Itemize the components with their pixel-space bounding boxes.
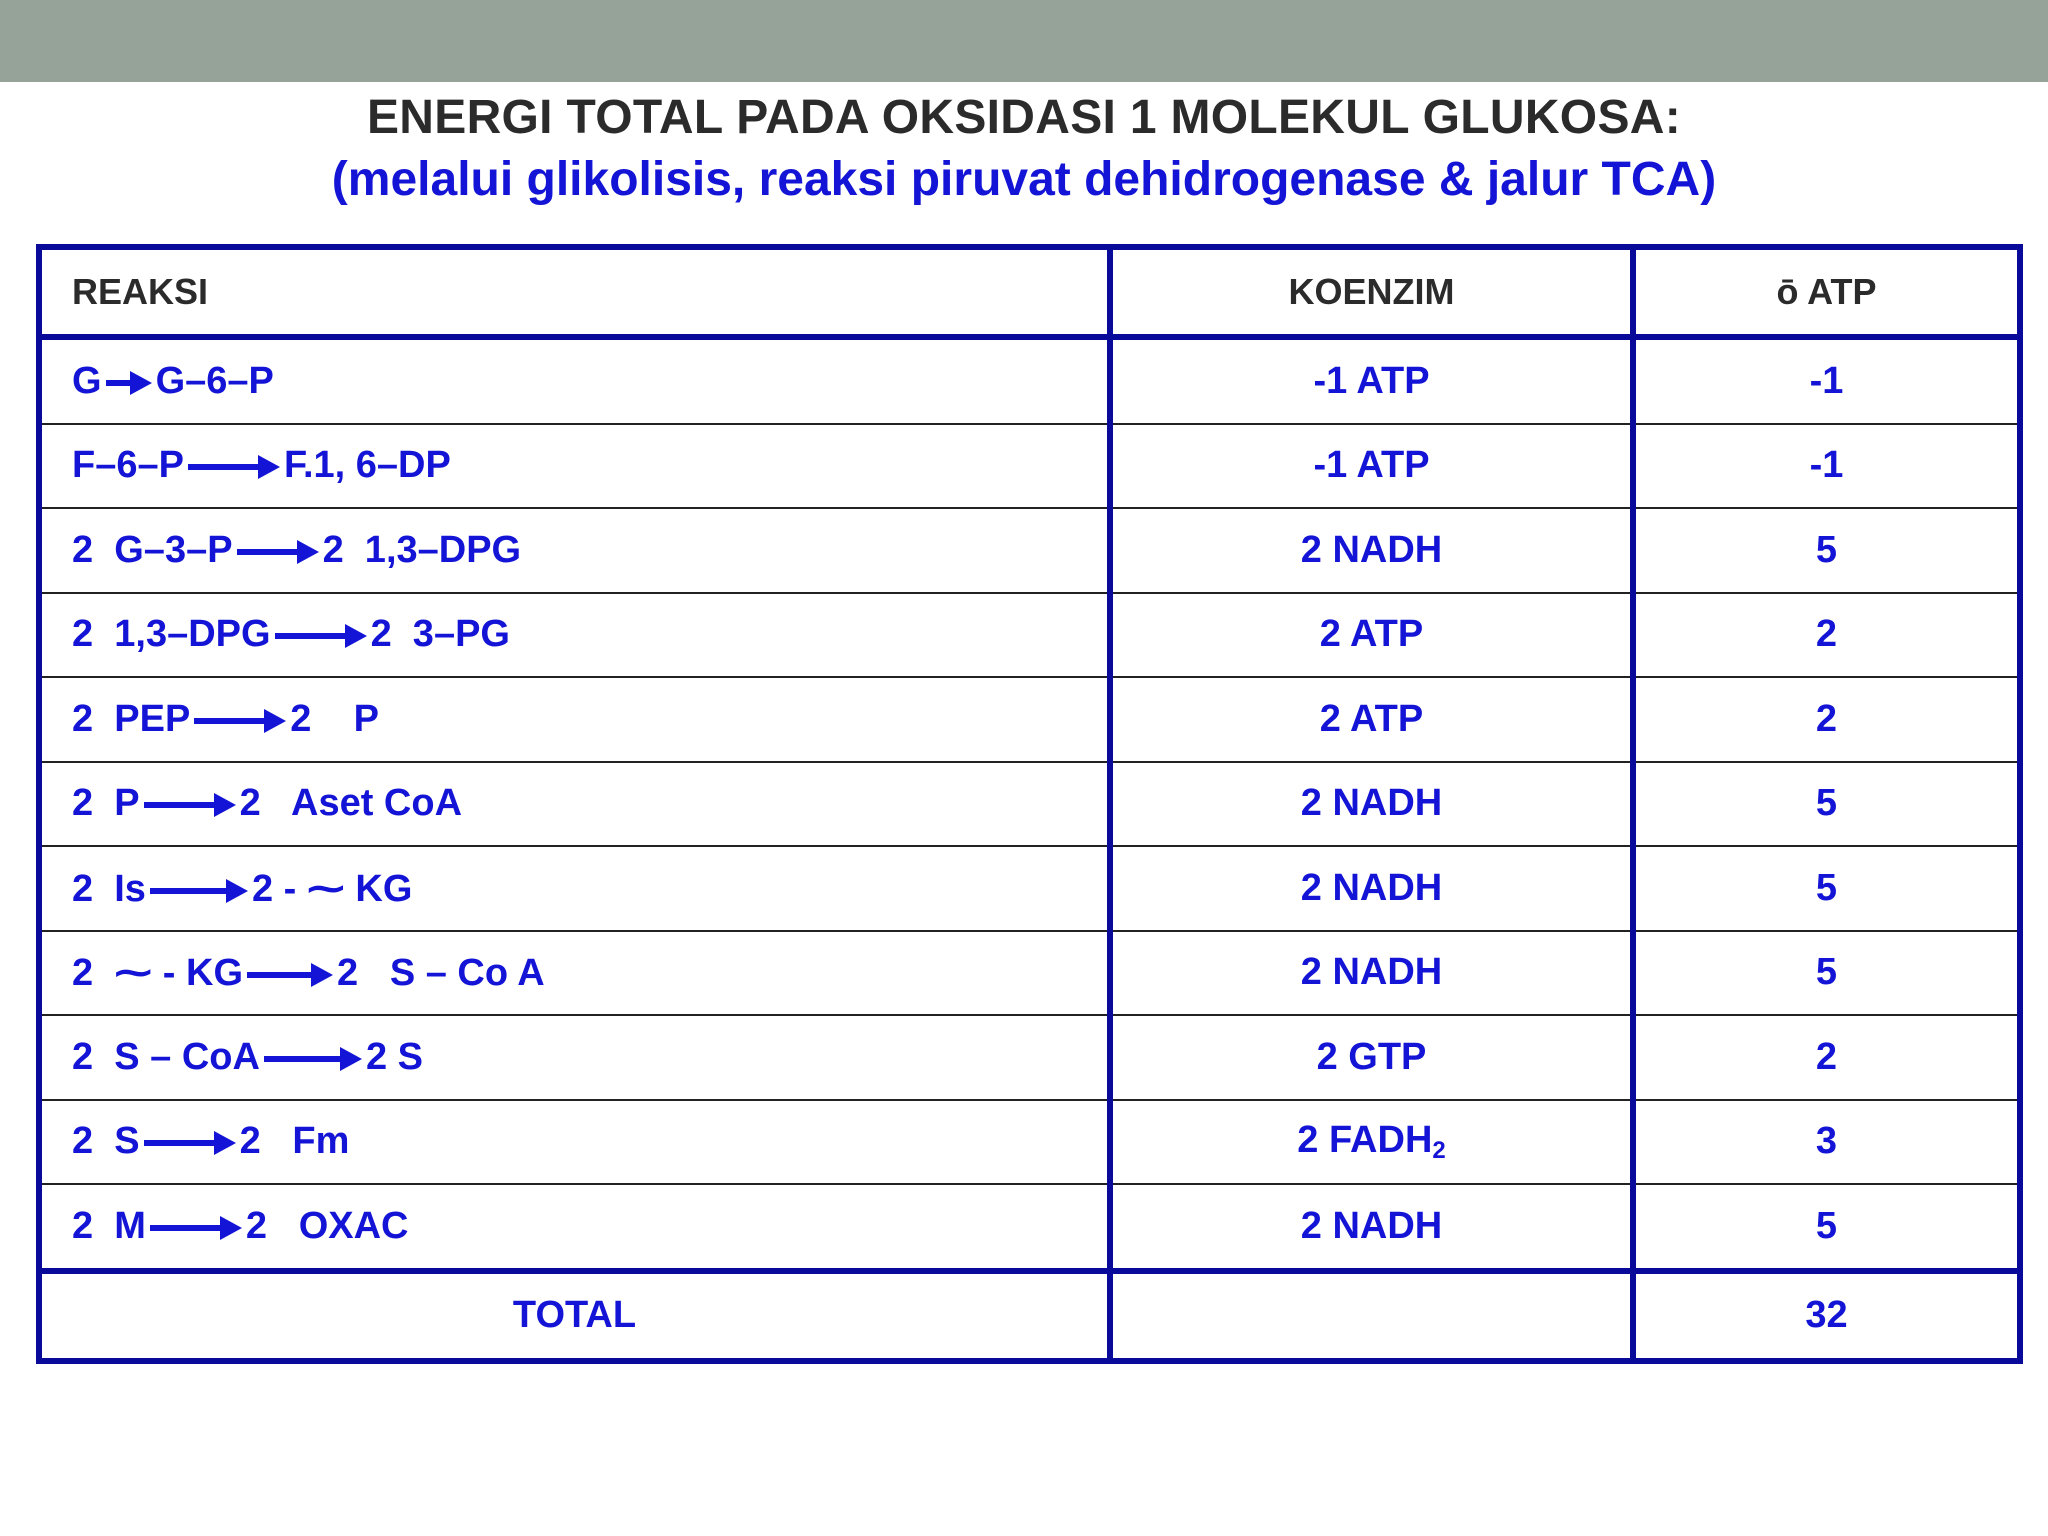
table-row bbox=[39, 1184, 2020, 1271]
koenzim-cell bbox=[1110, 931, 1633, 1016]
table-row bbox=[39, 931, 2020, 1016]
koenzim-value: 2 NADH bbox=[1300, 528, 1443, 571]
header-reaksi: REAKSI bbox=[39, 247, 1110, 337]
reaction-arrow-icon bbox=[247, 963, 333, 987]
table-row bbox=[39, 762, 2020, 847]
reaction-arrow-icon bbox=[150, 879, 248, 903]
reaction-substrate: 2 PEP bbox=[72, 697, 191, 740]
reaction-arrow-icon bbox=[264, 1047, 362, 1071]
reaction-cell bbox=[39, 762, 1110, 847]
table-row bbox=[39, 593, 2020, 678]
table-body bbox=[39, 337, 2020, 1271]
slide-subtitle: (melalui glikolisis, reaksi piruvat dehidrogenase & jalur TCA) bbox=[331, 153, 1717, 206]
table-row bbox=[39, 337, 2020, 424]
reaction-arrow-icon bbox=[144, 793, 236, 817]
reaction-product: 2 S – Co A bbox=[337, 952, 545, 995]
total-row bbox=[39, 1271, 2020, 1361]
table-row bbox=[39, 1015, 2020, 1100]
reaction-cell bbox=[39, 1184, 1110, 1271]
atp-cell: 5 bbox=[1633, 931, 2020, 1016]
koenzim-value: 2 NADH bbox=[1300, 782, 1443, 825]
atp-cell: 5 bbox=[1633, 762, 2020, 847]
atp-cell: 2 bbox=[1633, 593, 2020, 678]
koenzim-value: 2 FADH bbox=[1297, 1118, 1433, 1161]
reaction-substrate: G bbox=[72, 359, 102, 402]
reaction-product: 2 OXAC bbox=[245, 1204, 409, 1247]
koenzim-cell bbox=[1110, 762, 1633, 847]
table-row bbox=[39, 846, 2020, 931]
reaction-cell bbox=[39, 593, 1110, 678]
koenzim-value: 2 NADH bbox=[1300, 1204, 1443, 1247]
koenzim-cell bbox=[1110, 337, 1633, 424]
atp-cell: 3 bbox=[1633, 1100, 2020, 1185]
table-row bbox=[39, 677, 2020, 762]
table-row bbox=[39, 424, 2020, 509]
koenzim-value: 2 NADH bbox=[1300, 866, 1443, 909]
reaction-cell bbox=[39, 508, 1110, 593]
table-row bbox=[39, 508, 2020, 593]
atp-energy-table bbox=[36, 244, 2023, 1364]
koenzim-value: -1 ATP bbox=[1313, 444, 1430, 487]
reaction-substrate: 2 Is bbox=[72, 867, 146, 910]
reaction-cell bbox=[39, 677, 1110, 762]
reaction-substrate: 2 G–3–P bbox=[72, 528, 233, 571]
atp-cell: 2 bbox=[1633, 677, 2020, 762]
koenzim-cell bbox=[1110, 1015, 1633, 1100]
reaction-substrate: 2 ⁓ - KG bbox=[72, 952, 244, 995]
reaction-cell bbox=[39, 1100, 1110, 1185]
total-koenzim bbox=[1110, 1271, 1633, 1361]
total-atp: 32 bbox=[1633, 1271, 2020, 1361]
koenzim-value: 2 ATP bbox=[1319, 613, 1424, 656]
koenzim-value: 2 ATP bbox=[1319, 697, 1424, 740]
reaction-substrate: 2 M bbox=[72, 1204, 146, 1247]
reaction-substrate: F–6–P bbox=[72, 444, 184, 487]
koenzim-cell bbox=[1110, 846, 1633, 931]
reaction-arrow-icon bbox=[106, 371, 152, 395]
reaction-cell bbox=[39, 931, 1110, 1016]
reaction-arrow-icon bbox=[237, 540, 319, 564]
reaction-arrow-icon bbox=[144, 1131, 236, 1155]
koenzim-cell bbox=[1110, 593, 1633, 678]
reaction-cell bbox=[39, 846, 1110, 931]
reaction-product: 2 Fm bbox=[239, 1120, 350, 1163]
reaction-product: 2 S bbox=[365, 1035, 423, 1078]
atp-cell: 5 bbox=[1633, 846, 2020, 931]
koenzim-cell bbox=[1110, 677, 1633, 762]
atp-cell: 5 bbox=[1633, 508, 2020, 593]
reaction-cell bbox=[39, 424, 1110, 509]
atp-cell: -1 bbox=[1633, 424, 2020, 509]
reaction-product: 2 3–PG bbox=[370, 613, 510, 656]
header-koenzim: KOENZIM bbox=[1110, 247, 1633, 337]
table-header-row bbox=[39, 247, 2020, 337]
slide-title: ENERGI TOTAL PADA OKSIDASI 1 MOLEKUL GLUKOSA: bbox=[366, 91, 1682, 144]
atp-cell: 5 bbox=[1633, 1184, 2020, 1271]
koenzim-value: -1 ATP bbox=[1313, 359, 1430, 402]
reaction-arrow-icon bbox=[150, 1216, 242, 1240]
reaction-substrate: 2 1,3–DPG bbox=[72, 613, 271, 656]
reaction-cell bbox=[39, 1015, 1110, 1100]
koenzim-subscript: 2 bbox=[1432, 1136, 1446, 1164]
koenzim-cell bbox=[1110, 1184, 1633, 1271]
reaction-product: F.1, 6–DP bbox=[283, 444, 451, 487]
koenzim-cell bbox=[1110, 1100, 1633, 1185]
reaction-substrate: 2 P bbox=[72, 782, 140, 825]
header-atp: ō ATP bbox=[1633, 247, 2020, 337]
atp-cell: 2 bbox=[1633, 1015, 2020, 1100]
slide-header-band bbox=[0, 0, 2048, 82]
reaction-product: 2 - ⁓ KG bbox=[251, 867, 413, 910]
atp-table-container bbox=[36, 244, 2023, 1364]
reaction-product: G–6–P bbox=[155, 359, 274, 402]
reaction-product: 2 Aset CoA bbox=[239, 782, 463, 825]
reaction-substrate: 2 S – CoA bbox=[72, 1035, 260, 1078]
koenzim-value: 2 GTP bbox=[1316, 1035, 1427, 1078]
reaction-substrate: 2 S bbox=[72, 1120, 140, 1163]
reaction-product: 2 P bbox=[290, 697, 380, 740]
reaction-arrow-icon bbox=[275, 624, 367, 648]
koenzim-cell bbox=[1110, 508, 1633, 593]
total-label: TOTAL bbox=[39, 1271, 1110, 1361]
koenzim-value: 2 NADH bbox=[1300, 951, 1443, 994]
reaction-product: 2 1,3–DPG bbox=[322, 528, 522, 571]
atp-cell: -1 bbox=[1633, 337, 2020, 424]
table-row bbox=[39, 1100, 2020, 1185]
reaction-arrow-icon bbox=[194, 709, 286, 733]
koenzim-cell bbox=[1110, 424, 1633, 509]
reaction-arrow-icon bbox=[188, 455, 280, 479]
reaction-cell bbox=[39, 337, 1110, 424]
